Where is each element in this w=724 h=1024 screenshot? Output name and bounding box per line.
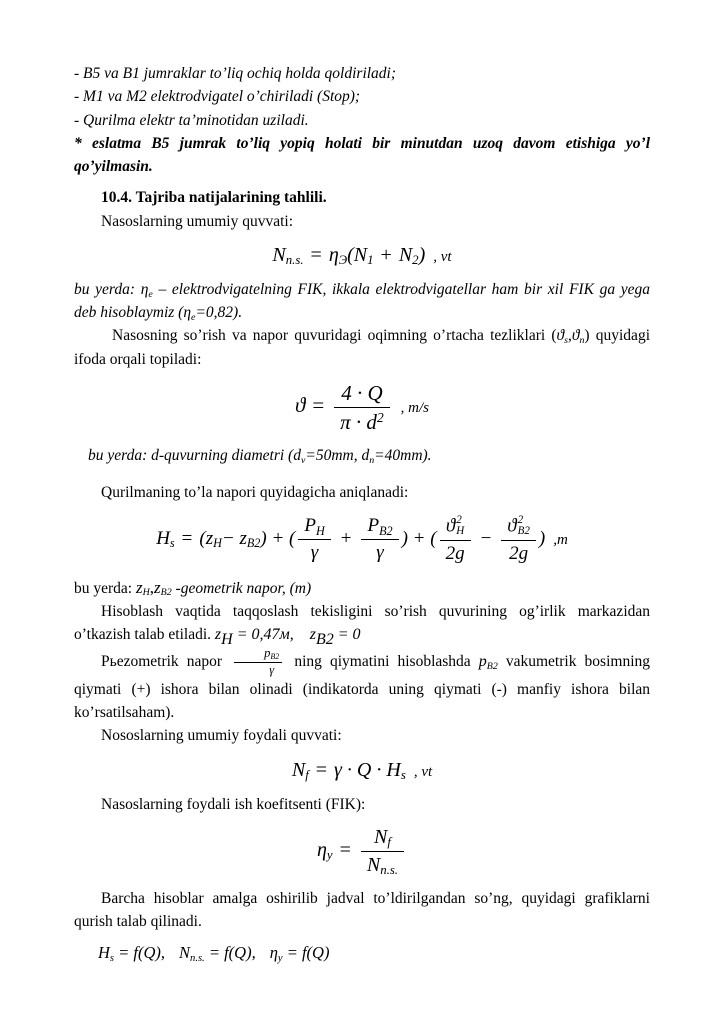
subscript: n.s. xyxy=(380,863,398,878)
equals-op: = xyxy=(339,838,351,861)
math-expression xyxy=(292,759,406,781)
math-expression xyxy=(156,513,546,564)
text-run: , xyxy=(149,577,155,597)
math-term: N xyxy=(373,825,388,848)
math-term: ) xyxy=(538,527,546,549)
math-term: − z xyxy=(221,527,247,549)
graph-function-2 xyxy=(179,943,256,965)
equals-op: = xyxy=(181,527,193,549)
formula-head xyxy=(74,515,650,565)
math-term: N xyxy=(179,943,191,963)
math-term: γ · Q · H xyxy=(334,758,401,781)
para-head-intro: Qurilmaning to’la napori quyidagicha aniqlanadi: xyxy=(101,484,409,502)
numerator xyxy=(361,515,398,540)
unit-label: , vt xyxy=(433,248,452,265)
math-term: z xyxy=(214,626,222,644)
unit-label: , vt xyxy=(413,763,433,780)
math-term: ϑ xyxy=(445,514,456,536)
para-useful-power-label: Nososlarning umumiy foydali quvvati: xyxy=(101,727,342,745)
math-term: η xyxy=(316,838,327,861)
subscript: B2 xyxy=(160,587,172,599)
math-term: N xyxy=(291,758,306,781)
text-run: bu yerda: d-quvurning diametri (d xyxy=(88,447,301,465)
subscript: B2 xyxy=(517,525,530,538)
para-bu-yerda-diameter xyxy=(74,444,650,467)
subscript: 1 xyxy=(367,253,374,268)
subscript: H xyxy=(213,536,222,551)
fraction xyxy=(501,515,536,565)
math-term: ϑ xyxy=(295,393,306,418)
fraction xyxy=(440,515,471,565)
para-total-power-label: Nasoslarning umumiy quvvati: xyxy=(101,212,294,230)
minus-op: − xyxy=(480,527,492,549)
para-comparison-plane xyxy=(74,600,650,647)
subscript: s xyxy=(169,536,175,551)
denominator: 2g xyxy=(445,542,465,564)
math-term: = f(Q), xyxy=(114,943,166,963)
subscript: B2 xyxy=(379,523,393,538)
fraction xyxy=(234,647,282,678)
fraction xyxy=(298,515,330,564)
subscript: H xyxy=(456,525,465,538)
denominator xyxy=(361,852,404,877)
numerator: 4 · Q xyxy=(334,381,390,408)
math-term: ) xyxy=(418,243,426,266)
math-term: = 0 xyxy=(333,626,361,644)
superscript: 2 xyxy=(456,513,462,526)
subscript: H xyxy=(221,630,233,648)
subscript: H xyxy=(142,587,150,599)
numerator xyxy=(440,515,471,541)
numerator xyxy=(501,515,536,541)
subscript: 2 xyxy=(412,253,419,268)
denominator: γ xyxy=(310,542,319,564)
bullet-line-1: - B5 va B1 jumraklar to’liq ochiq holda qoldiriladi; xyxy=(74,65,397,82)
denominator: γ xyxy=(269,663,275,677)
text-run: bu yerda: η xyxy=(74,280,149,298)
para-bu-yerda-fik xyxy=(74,278,650,325)
note-line: * eslatma B5 jumrak to’liq yopiq holati bir minutdan uzoq davom etishiga yo’l qo’yilmasin. xyxy=(74,134,650,175)
denominator: 2g xyxy=(509,542,529,564)
para-conclusion: Barcha hisoblar amalga oshirilib jadval to’ldirilgandan so’ng, quyidagi grafiklarni qurish talab qilinadi. xyxy=(74,889,650,930)
math-term: π · d xyxy=(340,409,377,434)
subscript: e xyxy=(191,311,196,323)
para-piezometric xyxy=(74,647,650,724)
math-term: = 0,47м, xyxy=(232,626,294,644)
superscript: 2 xyxy=(376,410,384,426)
stacked-scripts xyxy=(456,515,464,538)
bullet-line-3: - Qurilma elektr ta’minotidan uziladi. xyxy=(74,111,309,129)
bullet-line-2: - M1 va M2 elektrodvigatel o’chiriladi (Stop); xyxy=(74,88,361,106)
text-run: Hisoblash vaqtida taqqoslash tekisligini so’rish quvurining og’irlik markazidan o’tkazish talab etiladi. xyxy=(74,603,650,644)
formula-efficiency xyxy=(74,826,650,877)
text-run: ) quyidagi ifoda orqali topiladi: xyxy=(74,327,650,368)
math-term: P xyxy=(367,515,380,537)
stacked-scripts xyxy=(518,515,530,538)
denominator xyxy=(334,408,390,434)
subscript: s xyxy=(564,335,568,347)
math-term: (z xyxy=(199,527,214,549)
text-run: – elektrodvigatelning FIK, ikkala elektrodvigatellar ham bir xil FIK ga yega deb hisoblaymiz (η xyxy=(74,280,650,321)
graph-function-1 xyxy=(98,943,166,965)
fraction xyxy=(361,515,398,564)
subscript: f xyxy=(305,768,309,783)
subscript: B2 xyxy=(246,536,261,551)
text-run: =0,82). xyxy=(195,304,243,321)
formula-graphs xyxy=(98,941,650,966)
equals-op: = xyxy=(310,243,322,266)
unit-label: , m/s xyxy=(400,400,429,417)
para-bu-yerda-geometric xyxy=(74,575,650,601)
text-run: Pьezometrik napor xyxy=(101,653,231,671)
math-term: N xyxy=(272,243,286,266)
subscript: n.s. xyxy=(190,953,205,965)
math-term: z xyxy=(135,577,143,597)
plus-op: + xyxy=(380,243,392,266)
math-term: = f(Q) xyxy=(282,943,330,963)
math-term: p xyxy=(264,646,271,661)
subscript: s xyxy=(109,953,115,965)
numerator xyxy=(361,826,404,852)
math-term: ) + ( xyxy=(260,527,296,549)
text-run: Nasosning so’rish va napor quvuridagi oqimning o’rtacha tezliklari ( xyxy=(112,327,557,345)
para-velocity-intro xyxy=(74,324,650,371)
para-fik-label: Nasoslarning foydali ish koefitsenti (FIK): xyxy=(101,795,366,813)
subscript: f xyxy=(387,835,391,850)
math-term: H xyxy=(98,943,110,963)
math-term: ϑ xyxy=(507,514,517,536)
fraction xyxy=(334,381,390,434)
text-run: -geometrik napor, (m) xyxy=(171,579,312,597)
formula-total-power xyxy=(74,243,650,268)
math-term: H xyxy=(156,527,170,549)
plus-op: + xyxy=(340,527,352,549)
math-term: = f(Q), xyxy=(204,943,256,963)
math-term: p xyxy=(478,653,487,671)
math-term: z xyxy=(154,577,161,597)
equals-op: = xyxy=(315,758,328,781)
text-run: ning qiymatini hisoblashda xyxy=(286,653,479,671)
subscript: Э xyxy=(338,253,348,268)
graph-function-3 xyxy=(269,943,330,965)
subscript: B2 xyxy=(270,652,280,662)
equals-op: = xyxy=(312,393,325,418)
math-term: η xyxy=(269,943,278,963)
numerator xyxy=(298,515,330,540)
subscript: H xyxy=(315,523,325,538)
superscript: 2 xyxy=(517,513,524,526)
math-expression xyxy=(316,825,407,878)
text-run: =40mm). xyxy=(374,447,432,465)
subscript: n xyxy=(579,335,585,347)
math-term: N xyxy=(398,243,413,266)
numerator xyxy=(234,647,282,663)
math-term: ϑ xyxy=(556,327,565,345)
math-term: η xyxy=(328,243,339,266)
formula-velocity xyxy=(74,381,650,434)
text-run: vakumetrik bosimning qiymati (+) ishora bilan olinadi (indikatorda uning qiymati (-) manfiy ishora bilan ko’rsatilsaham). xyxy=(74,653,650,721)
section-title: 10.4. Tajriba natijalarining tahlili. xyxy=(101,189,327,207)
subscript: B2 xyxy=(486,660,498,672)
subscript: n xyxy=(369,454,375,466)
math-term: ) + ( xyxy=(401,527,437,549)
text-run: , xyxy=(567,327,572,345)
denominator: γ xyxy=(376,542,384,564)
subscript: e xyxy=(148,288,153,300)
math-term: (N xyxy=(347,243,368,266)
formula-useful-power xyxy=(74,758,650,783)
math-term: ϑ xyxy=(571,327,580,345)
math-term: N xyxy=(366,853,381,876)
unit-label: ,m xyxy=(553,531,568,548)
subscript: y xyxy=(326,848,333,863)
subscript: B2 xyxy=(315,630,334,648)
math-term: z xyxy=(309,626,316,644)
text-run: =50mm, d xyxy=(305,447,370,465)
subscript: y xyxy=(277,953,283,965)
math-term: P xyxy=(304,515,316,537)
subscript: n.s. xyxy=(285,253,304,268)
fraction xyxy=(361,826,404,877)
subscript: s xyxy=(400,768,406,783)
subscript: v xyxy=(300,454,306,466)
text-run: bu yerda: xyxy=(74,579,136,597)
math-expression xyxy=(272,244,425,266)
